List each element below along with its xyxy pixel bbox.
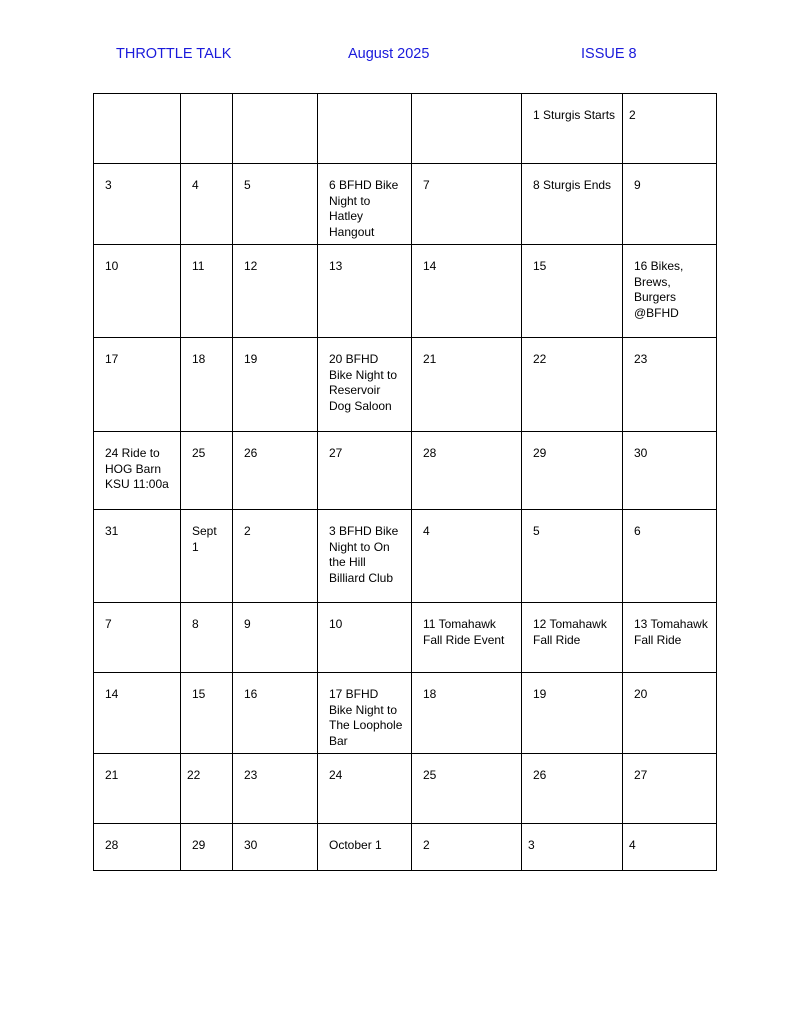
calendar-cell: 28 — [412, 432, 522, 510]
calendar-cell: 17 BFHD Bike Night to The Loophole Bar — [318, 673, 412, 754]
calendar-cell: 2 — [233, 510, 318, 603]
calendar-cell: 24 Ride to HOG Barn KSU 11:00a — [94, 432, 181, 510]
calendar-cell: 30 — [623, 432, 717, 510]
newsletter-title: THROTTLE TALK — [116, 46, 232, 62]
calendar-cell: 14 — [94, 673, 181, 754]
calendar-cell: 9 — [623, 164, 717, 245]
month-title: August 2025 — [348, 46, 430, 62]
calendar-cell: 4 — [181, 164, 233, 245]
calendar-cell: 17 — [94, 338, 181, 432]
calendar-cell: 20 — [623, 673, 717, 754]
calendar-cell — [181, 94, 233, 164]
calendar-grid — [93, 93, 717, 871]
calendar-cell: 28 — [94, 824, 181, 871]
calendar-cell: 8 — [181, 603, 233, 673]
calendar-cell: 5 — [233, 164, 318, 245]
calendar-cell: 1 Sturgis Starts — [522, 94, 623, 164]
calendar-cell: 3 — [94, 164, 181, 245]
calendar-cell: 18 — [181, 338, 233, 432]
calendar-cell: 10 — [318, 603, 412, 673]
calendar-cell: 9 — [233, 603, 318, 673]
calendar-cell: 29 — [522, 432, 623, 510]
calendar-cell: 5 — [522, 510, 623, 603]
calendar-cell: 3 BFHD Bike Night to On the Hill Billiard Club — [318, 510, 412, 603]
calendar-cell: October 1 — [318, 824, 412, 871]
calendar-cell — [233, 94, 318, 164]
calendar-cell: 4 — [623, 824, 717, 871]
calendar-cell: 10 — [94, 245, 181, 338]
calendar-cell: 21 — [94, 754, 181, 824]
calendar-cell: 12 Tomahawk Fall Ride — [522, 603, 623, 673]
issue-number: ISSUE 8 — [581, 46, 637, 62]
calendar-cell: 11 — [181, 245, 233, 338]
calendar-cell: 19 — [233, 338, 318, 432]
calendar-cell: 13 — [318, 245, 412, 338]
calendar-cell: 26 — [522, 754, 623, 824]
calendar-cell — [94, 94, 181, 164]
calendar-cell: 13 Tomahawk Fall Ride — [623, 603, 717, 673]
calendar-cell: 7 — [412, 164, 522, 245]
calendar-cell: 4 — [412, 510, 522, 603]
calendar-cell: 8 Sturgis Ends — [522, 164, 623, 245]
calendar-cell: 18 — [412, 673, 522, 754]
calendar-cell: 12 — [233, 245, 318, 338]
calendar-cell: 27 — [318, 432, 412, 510]
calendar-cell: 6 BFHD Bike Night to Hatley Hangout — [318, 164, 412, 245]
calendar-cell: 3 — [522, 824, 623, 871]
calendar-cell: 25 — [181, 432, 233, 510]
calendar-cell: 20 BFHD Bike Night to Reservoir Dog Saloon — [318, 338, 412, 432]
calendar-cell: Sept 1 — [181, 510, 233, 603]
calendar-cell: 16 — [233, 673, 318, 754]
calendar-cell: 2 — [623, 94, 717, 164]
calendar-cell: 15 — [522, 245, 623, 338]
calendar-cell — [318, 94, 412, 164]
calendar-cell: 31 — [94, 510, 181, 603]
calendar-cell: 25 — [412, 754, 522, 824]
calendar-cell: 14 — [412, 245, 522, 338]
calendar-cell: 24 — [318, 754, 412, 824]
calendar-cell — [412, 94, 522, 164]
calendar-cell: 11 Tomahawk Fall Ride Event — [412, 603, 522, 673]
calendar-cell: 23 — [233, 754, 318, 824]
calendar-cell: 26 — [233, 432, 318, 510]
calendar-cell: 30 — [233, 824, 318, 871]
calendar-cell: 15 — [181, 673, 233, 754]
calendar-cell: 27 — [623, 754, 717, 824]
calendar-cell: 7 — [94, 603, 181, 673]
calendar-cell: 19 — [522, 673, 623, 754]
calendar-cell: 6 — [623, 510, 717, 603]
calendar-cell: 29 — [181, 824, 233, 871]
calendar-cell: 23 — [623, 338, 717, 432]
calendar-cell: 16 Bikes, Brews, Burgers @BFHD — [623, 245, 717, 338]
calendar-cell: 21 — [412, 338, 522, 432]
calendar-cell: 22 — [522, 338, 623, 432]
calendar-cell: 2 — [412, 824, 522, 871]
calendar-cell: 22 — [181, 754, 233, 824]
